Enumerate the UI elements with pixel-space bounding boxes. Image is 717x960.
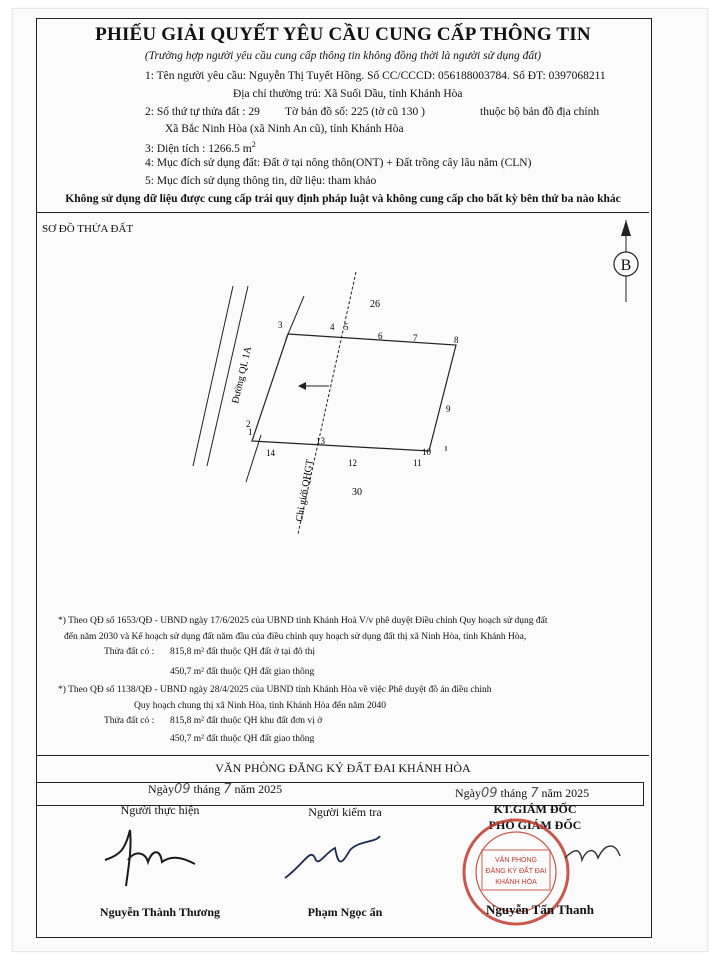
parcel-29-outline xyxy=(252,334,456,451)
signature-reviewer xyxy=(280,828,390,888)
commune-line: Xã Bắc Ninh Hòa (xã Ninh An cũ), tỉnh Khánh Hòa xyxy=(165,123,404,135)
point-12: 12 xyxy=(348,458,357,468)
divider-top xyxy=(37,212,649,213)
svg-text:VĂN PHÒNG: VĂN PHÒNG xyxy=(494,857,538,864)
name-reviewer: Phạm Ngọc ẩn xyxy=(307,905,383,919)
note-2-label: Thửa đất có : xyxy=(104,716,155,726)
parcel-30-label: 30 xyxy=(352,487,362,498)
role-director: KT.GIÁM ĐỐC xyxy=(493,802,577,816)
office-name: VĂN PHÒNG ĐĂNG KÝ ĐẤT ĐAI KHÁNH HÒA xyxy=(215,761,471,775)
document-subtitle: (Trường hợp người yêu cầu cung cấp thông tin không đồng thời là người sử dụng đất) xyxy=(144,50,542,62)
boundary-label: Chỉ giới QHGT xyxy=(294,458,316,523)
note-2-line-4: 450,7 m² đất thuộc QH đất giao thông xyxy=(170,734,315,744)
parcel-number: 2: Số thứ tự thửa đất : 29 xyxy=(145,106,260,118)
diagram-heading: SƠ ĐỒ THỬA ĐẤT xyxy=(42,223,134,235)
point-5: 5 xyxy=(344,322,349,332)
point-14: 14 xyxy=(266,448,275,458)
warning-text: Không sử dụng dữ liệu được cung cấp trái quy định pháp luật và không cung cấp cho bất kỳ bên thứ ba nào khác xyxy=(65,193,621,205)
point-3: 3 xyxy=(278,320,283,330)
parcel-26-label: 26 xyxy=(370,299,380,310)
document-title: PHIẾU GIẢI QUYẾT YÊU CẦU CUNG CẤP THÔNG TIN xyxy=(95,24,591,45)
note-1-label: Thửa đất có : xyxy=(104,647,155,657)
neighbor-line-bottom xyxy=(246,435,261,482)
point-13: 13 xyxy=(316,436,325,446)
point-6: 6 xyxy=(378,331,383,341)
date-left: Ngày09 tháng 7 năm 2025 xyxy=(148,782,283,797)
note-2-line-2: Quy hoạch chung thị xã Ninh Hòa, tỉnh Khánh Hòa đến năm 2040 xyxy=(134,701,386,711)
map-set-label: thuộc bộ bản đồ địa chính xyxy=(480,106,600,118)
note-2-line-3: 815,8 m² đất thuộc QH khu đất đơn vị ở xyxy=(170,716,323,726)
role-deputy: PHÓ GIÁM ĐỐC xyxy=(488,818,582,832)
point-2: 2 xyxy=(246,419,251,429)
signature-director xyxy=(560,828,640,878)
svg-text:ĐĂNG KÝ ĐẤT ĐAI: ĐĂNG KÝ ĐẤT ĐAI xyxy=(485,868,547,875)
signature-preparer xyxy=(100,820,210,890)
name-preparer: Nguyễn Thành Thương xyxy=(99,905,221,919)
date-right: Ngày09 tháng 7 năm 2025 xyxy=(455,786,590,801)
note-1-line-2: đến năm 2030 và Kế hoạch sử dụng đất năm đầu của điều chỉnh quy hoạch sử dụng đất thị xã Ninh Hòa, tỉnh Khánh Hòa, xyxy=(64,632,527,642)
neighbor-line-top xyxy=(286,296,304,339)
compass-letter: B xyxy=(620,257,632,274)
divider-bottom xyxy=(37,755,649,756)
role-preparer: Người thực hiện xyxy=(120,803,200,817)
point-10: 10 xyxy=(422,447,431,457)
map-sheet-number: Tờ bản đồ số: 225 (tờ cũ 130 ) xyxy=(285,106,425,118)
point-7: 7 xyxy=(413,333,418,343)
area-line: 3: Diện tích : 1266.5 $m^2$ xyxy=(145,140,256,155)
role-reviewer: Người kiểm tra xyxy=(308,805,382,819)
land-use-line: 4: Mục đích sử dụng đất: Đất ở tại nông thôn(ONT) + Đất trồng cây lâu năm (CLN) xyxy=(145,157,532,169)
note-1-line-4: 450,7 m² đất thuộc QH đất giao thông xyxy=(170,667,315,677)
purpose-line: 5: Mục đích sử dụng thông tin, dữ liệu: tham khảo xyxy=(145,175,377,187)
point-8: 8 xyxy=(454,335,459,345)
point-9: 9 xyxy=(446,404,451,414)
point-11: 11 xyxy=(413,458,422,468)
requester-line: 1: Tên người yêu cầu: Nguyễn Thị Tuyết Hồng. Số CC/CCCD: 056188003784. Số ĐT: 0397068211 xyxy=(145,70,606,82)
note-1-line-1: *) Theo QĐ số 1653/QĐ - UBND ngày 17/6/2025 của UBND tỉnh Khánh Hoà V/v phê duyệt Điều chỉnh Quy hoạch sử dụng đất xyxy=(58,616,548,626)
point-1: 1 xyxy=(248,427,253,437)
address-line: Địa chỉ thường trú: Xã Suối Dầu, tỉnh Khánh Hòa xyxy=(233,88,463,100)
parcel-diagram xyxy=(36,214,650,604)
svg-text:KHÁNH HÒA: KHÁNH HÒA xyxy=(495,879,537,886)
name-director: Nguyễn Tấn Thanh xyxy=(486,902,594,917)
compass-icon xyxy=(614,220,638,302)
area-unit-sup: 2 xyxy=(251,140,256,149)
road-label: Đường QL 1A xyxy=(230,345,254,405)
note-2-line-1: *) Theo QĐ số 1138/QĐ - UBND ngày 28/4/2025 của UBND tỉnh Khánh Hòa về việc Phê duyệt đồ án điều chỉnh xyxy=(58,685,492,695)
note-1-line-3: 815,8 m² đất thuộc QH đất ở tại đô thị xyxy=(170,647,316,657)
point-4: 4 xyxy=(330,322,335,332)
